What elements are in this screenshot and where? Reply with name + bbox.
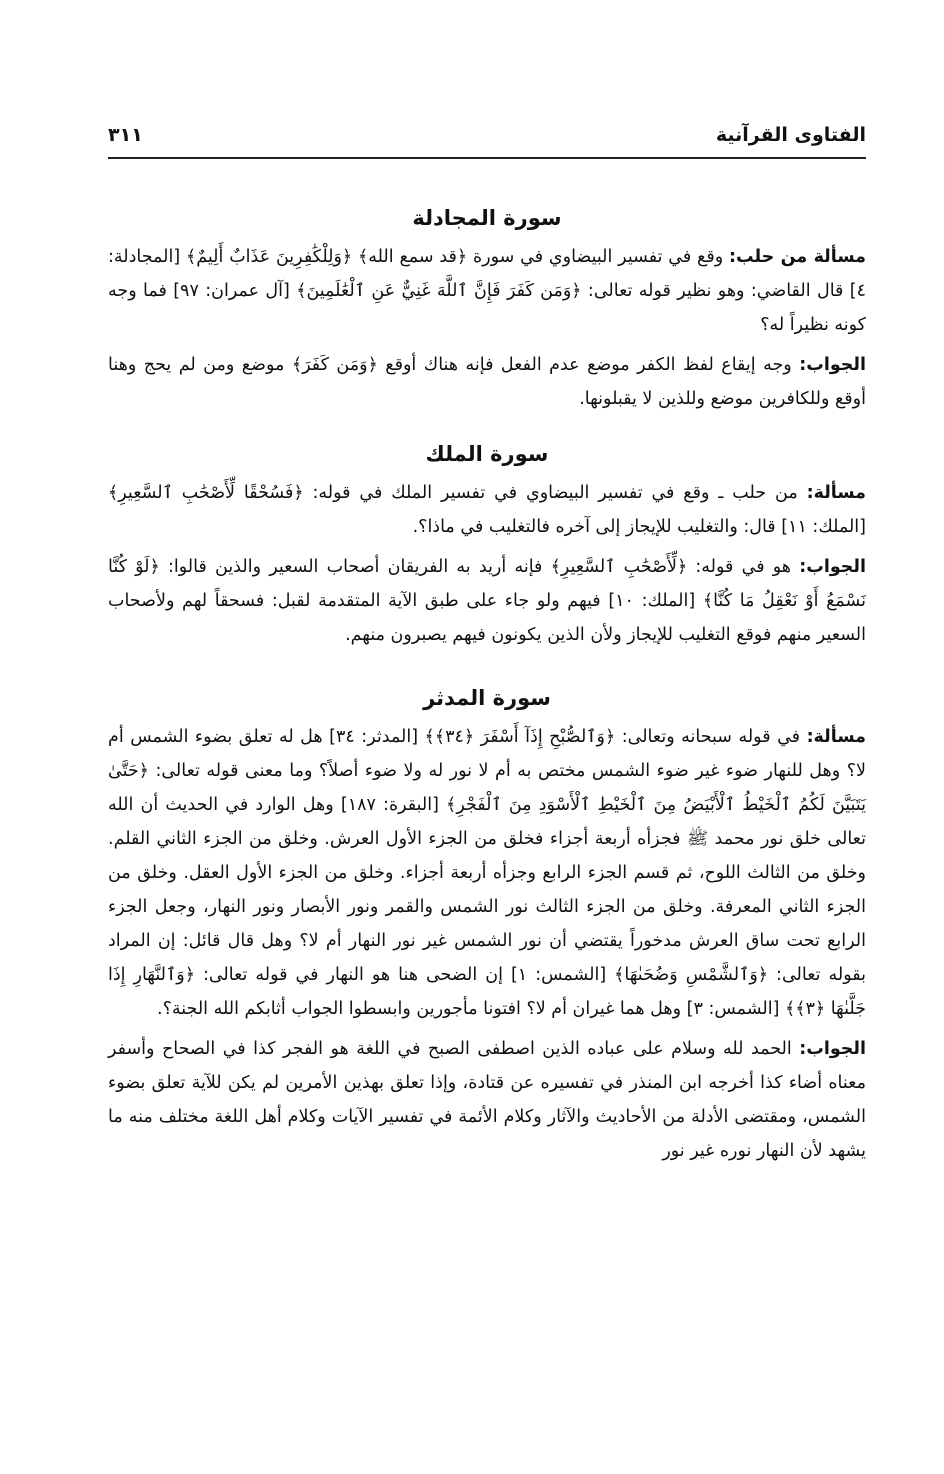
section-heading-muddaththir: سورة المدثر bbox=[423, 686, 551, 710]
answer-paragraph bbox=[108, 550, 866, 652]
page-number: ٣١١ bbox=[108, 124, 143, 146]
page-content bbox=[108, 196, 866, 1174]
section-heading-mulk: سورة الملك bbox=[425, 442, 549, 466]
question-label: مسألة: bbox=[806, 483, 866, 503]
running-header bbox=[108, 118, 866, 152]
answer-paragraph bbox=[108, 1032, 866, 1168]
question-text: وقع في تفسير البيضاوي في سورة ﴿قد سمع الله﴾ ﴿وَلِلْكَٰفِرِينَ عَذَابٌ أَلِيمٌ﴾ [المجادلة: ٤] قال القاضي: وهو نظير قوله تعالى: ﴿وَمَن كَفَرَ فَإِنَّ ٱللَّهَ غَنِيٌّ عَنِ ٱلْعَٰلَمِينَ﴾ [آل عمران: ٩٧] فما وجه كونه نظيراً له؟ bbox=[108, 247, 866, 335]
answer-label: الجواب: bbox=[799, 1039, 866, 1059]
book-page bbox=[108, 0, 866, 1474]
section-heading-mujadala: سورة المجادلة bbox=[412, 206, 562, 230]
answer-label: الجواب: bbox=[799, 355, 866, 375]
question-label: مسألة من حلب: bbox=[729, 247, 866, 267]
question-paragraph bbox=[108, 240, 866, 342]
header-divider bbox=[108, 157, 866, 159]
answer-text: هو في قوله: ﴿لِّأَصْحَٰبِ ٱلسَّعِيرِ﴾ فإنه أريد به الفريقان أصحاب السعير والذين قالوا: ﴿لَوْ كُنَّا نَسْمَعُ أَوْ نَعْقِلُ مَا كُنَّا﴾ [الملك: ١٠] فيهم ولو جاء على طبق الآية المتقدمة لقبل: فسحقاً لهم ولأصحاب السعير منهم فوقع التغليب للإيجاز ولأن الذين يكونون فيهم يصبرون منهم. bbox=[108, 557, 866, 645]
question-text: من حلب ـ وقع في تفسير البيضاوي في تفسير الملك في قوله: ﴿فَسُحْقًا لِّأَصْحَٰبِ ٱلسَّعِيرِ﴾ [الملك: ١١] قال: والتغليب للإيجاز إلى آخره فالتغليب في ماذا؟. bbox=[108, 483, 866, 537]
question-paragraph bbox=[108, 476, 866, 544]
answer-text: الحمد لله وسلام على عباده الذين اصطفى الصبح في اللغة هو الفجر كذا في الصحاح وأسفر معناه أضاء كذا أخرجه ابن المنذر في تفسيره عن قتادة، وإذا تعلق بهذين الأمرين لم يكن للآية تعلق بضوء الشمس، ومقتضى الأدلة من الأحاديث والآثار وكلام الأئمة في تفسير الآيات وكلام أهل اللغة مختلف منه ما يشهد لأن النهار نوره غير نور bbox=[108, 1039, 866, 1161]
question-paragraph bbox=[108, 720, 866, 1026]
answer-paragraph bbox=[108, 348, 866, 416]
question-label: مسألة: bbox=[806, 727, 866, 747]
running-header-title: الفتاوى القرآنية bbox=[715, 124, 866, 146]
question-text: في قوله سبحانه وتعالى: ﴿وَٱلصُّبْحِ إِذَآ أَسْفَرَ ﴿٣٤﴾﴾ [المدثر: ٣٤] هل له تعلق بضوء الشمس أم لا؟ وهل للنهار ضوء غير ضوء الشمس مختص به أم لا نور له ولا ضوء أصلاً؟ وما معنى قوله تعالى: ﴿حَتَّىٰ يَتَبَيَّنَ لَكُمُ ٱلْخَيْطُ ٱلْأَبْيَضُ مِنَ ٱلْخَيْطِ ٱلْأَسْوَدِ مِنَ ٱلْفَجْرِ﴾ [البقرة: ١٨٧] وهل الوارد في الحديث أن الله تعالى خلق نور محمد ﷺ فجزأه أربعة أجزاء فخلق من الجزء الأول العرش. وخلق من الجزء الثاني القلم. وخلق من الثالث اللوح، ثم قسم الجزء الرابع وجزأه أربعة أجزاء. وخلق من الجزء الأول العقل. وخلق من الجزء الثاني المعرفة. وخلق من الجزء الثالث نور الشمس والقمر ونور الأبصار ونور النهار، وجعل الجزء الرابع تحت ساق العرش مدخوراً يقتضي أن نور الشمس غير نور النهار أم لا؟ وهل قال قائل: إن المراد بقوله تعالى: ﴿وَٱلشَّمْسِ وَضُحَىٰهَا﴾ [الشمس: ١] إن الضحى هنا هو النهار في قوله تعالى: ﴿وَٱلنَّهَارِ إِذَا جَلَّىٰهَا ﴿٣﴾﴾ [الشمس: ٣] وهل هما غيران أم لا؟ افتونا مأجورين وابسطوا الجواب أثابكم الله الجنة؟. bbox=[108, 727, 866, 1019]
answer-text: وجه إيقاع لفظ الكفر موضع عدم الفعل فإنه هناك أوقع ﴿وَمَن كَفَرَ﴾ موضع ومن لم يحج وهنا أوقع وللكافرين موضع وللذين لا يقبلونها. bbox=[108, 355, 866, 409]
answer-label: الجواب: bbox=[799, 557, 866, 577]
